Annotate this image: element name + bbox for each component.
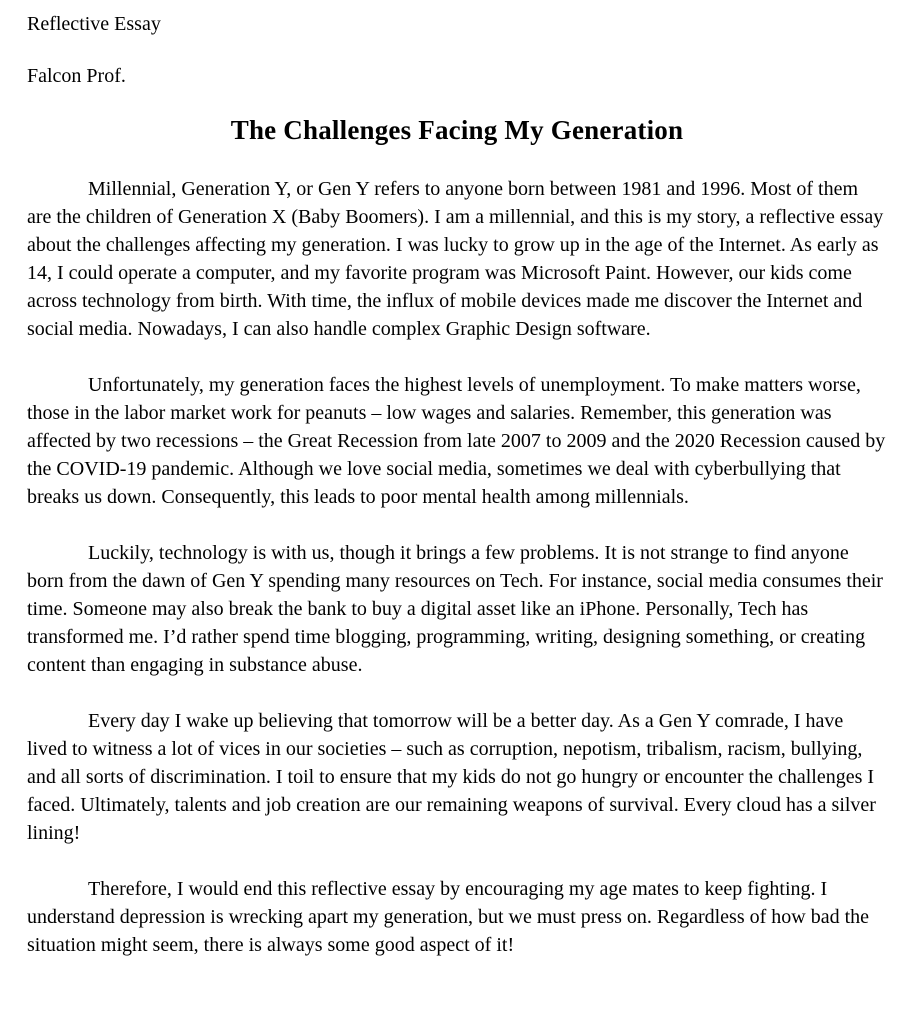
essay-body [27, 175, 887, 959]
essay-paragraph-4: Every day I wake up believing that tomorrow will be a better day. As a Gen Y comrade, I have lived to witness a lot of vices in our societies – such as corruption, nepotism, tribalism, racism, bullying, and all sorts of discrimination. I toil to ensure that my kids do not go hungry or encounter the challenges I faced. Ultimately, talents and job creation are our remaining weapons of survival. Every cloud has a silver lining! [27, 710, 876, 844]
essay-paragraph-3: Luckily, technology is with us, though it brings a few problems. It is not strange to find anyone born from the dawn of Gen Y spending many resources on Tech. For instance, social media consumes their time. Someone may also break the bank to buy a digital asset like an iPhone. Personally, Tech has transformed me. I’d rather spend time blogging, programming, writing, designing something, or creating content than engaging in substance abuse. [27, 542, 883, 676]
essay-title: The Challenges Facing My Generation [230, 115, 684, 145]
essay-paragraph-1: Millennial, Generation Y, or Gen Y refers to anyone born between 1981 and 1996. Most of them are the children of Generation X (Baby Boomers). I am a millennial, and this is my story, a reflective essay about the challenges affecting my generation. I was lucky to grow up in the age of the Internet. As early as 14, I could operate a computer, and my favorite program was Microsoft Paint. However, our kids come across technology from birth. With time, the influx of mobile devices made me discover the Internet and social media. Nowadays, I can also handle complex Graphic Design software. [27, 178, 884, 340]
author-line: Falcon Prof. [27, 65, 126, 87]
doc-type-line: Reflective Essay [27, 13, 161, 35]
essay-paragraph-5: Therefore, I would end this reflective essay by encouraging my age mates to keep fighting. I understand depression is wrecking apart my generation, but we must press on. Regardless of how bad the situation might seem, there is always some good aspect of it! [27, 878, 870, 956]
essay-paragraph-2: Unfortunately, my generation faces the highest levels of unemployment. To make matters worse, those in the labor market work for peanuts – low wages and salaries. Remember, this generation was affected by two recessions – the Great Recession from late 2007 to 2009 and the 2020 Recession caused by the COVID-19 pandemic. Although we love social media, sometimes we deal with cyberbullying that breaks us down. Consequently, this leads to poor mental health among millennials. [27, 374, 886, 508]
